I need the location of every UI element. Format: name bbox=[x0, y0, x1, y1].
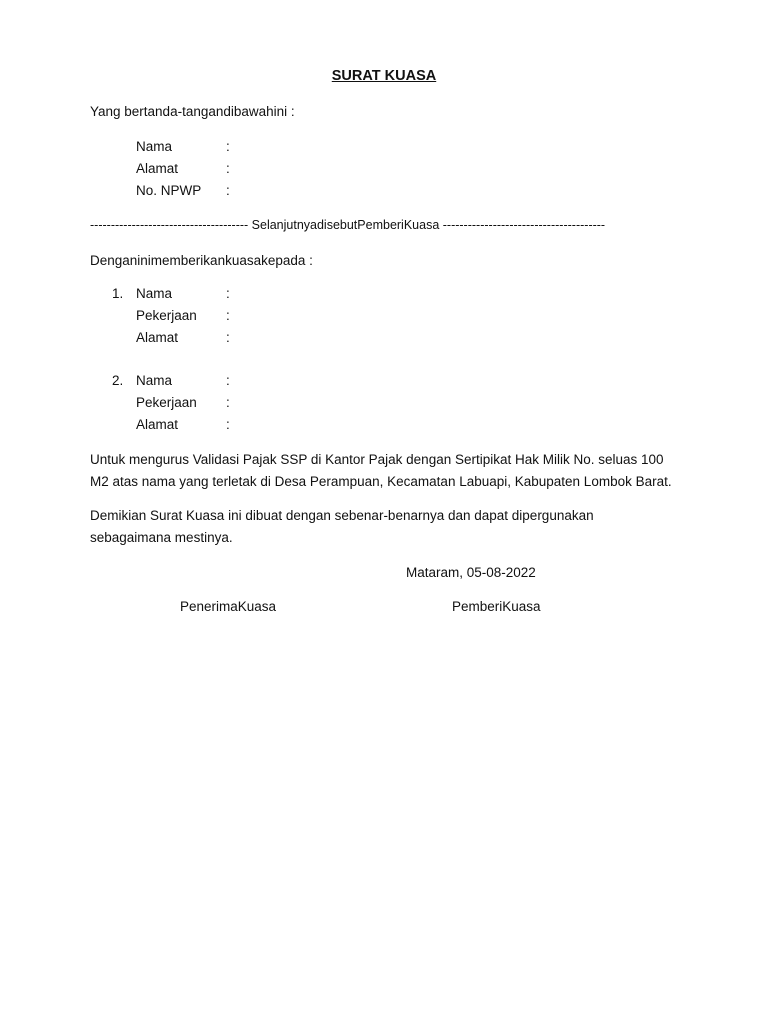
recipient-name-label: Nama bbox=[136, 373, 173, 388]
grantor-npwp-label: No. NPWP bbox=[136, 183, 202, 198]
recipient-address-label: Alamat bbox=[136, 417, 179, 432]
separator-line: -------------------------------------- SelanjutnyadisebutPemberiKuasa --------------------------------------- bbox=[90, 218, 606, 232]
grantor-signature-label: PemberiKuasa bbox=[452, 599, 541, 614]
recipient-name-label: Nama bbox=[136, 286, 173, 301]
grant-statement: Denganinimemberikankuasakepada : bbox=[90, 253, 313, 268]
recipient-address-colon: : bbox=[226, 417, 230, 432]
recipient-address-label: Alamat bbox=[136, 330, 179, 345]
recipient-job-colon: : bbox=[226, 395, 230, 410]
grantor-address-colon: : bbox=[226, 161, 230, 176]
purpose-line-1: Untuk mengurus Validasi Pajak SSP di Kantor Pajak dengan Sertipikat Hak Milik No. seluas 100 bbox=[90, 452, 664, 467]
place-date: Mataram, 05-08-2022 bbox=[406, 565, 536, 580]
document-title: SURAT KUASA bbox=[331, 68, 437, 84]
intro-text: Yang bertanda-tangandibawahini : bbox=[90, 104, 295, 119]
recipient-number: 1. bbox=[112, 286, 124, 301]
recipient-address-colon: : bbox=[226, 330, 230, 345]
grantor-name-label: Nama bbox=[136, 139, 173, 154]
recipient-job-colon: : bbox=[226, 308, 230, 323]
grantor-address-label: Alamat bbox=[136, 161, 179, 176]
grantor-npwp-colon: : bbox=[226, 183, 230, 198]
recipient-job-label: Pekerjaan bbox=[136, 308, 197, 323]
closing-line-1: Demikian Surat Kuasa ini dibuat dengan sebenar-benarnya dan dapat dipergunakan bbox=[90, 508, 594, 523]
recipient-signature-label: PenerimaKuasa bbox=[180, 599, 277, 614]
purpose-line-2: M2 atas nama yang terletak di Desa Perampuan, Kecamatan Labuapi, Kabupaten Lombok Barat. bbox=[90, 474, 672, 489]
closing-line-2: sebagaimana mestinya. bbox=[90, 530, 233, 545]
recipient-job-label: Pekerjaan bbox=[136, 395, 197, 410]
grantor-name-colon: : bbox=[226, 139, 230, 154]
recipient-name-colon: : bbox=[226, 286, 230, 301]
recipient-number: 2. bbox=[112, 373, 124, 388]
recipient-name-colon: : bbox=[226, 373, 230, 388]
